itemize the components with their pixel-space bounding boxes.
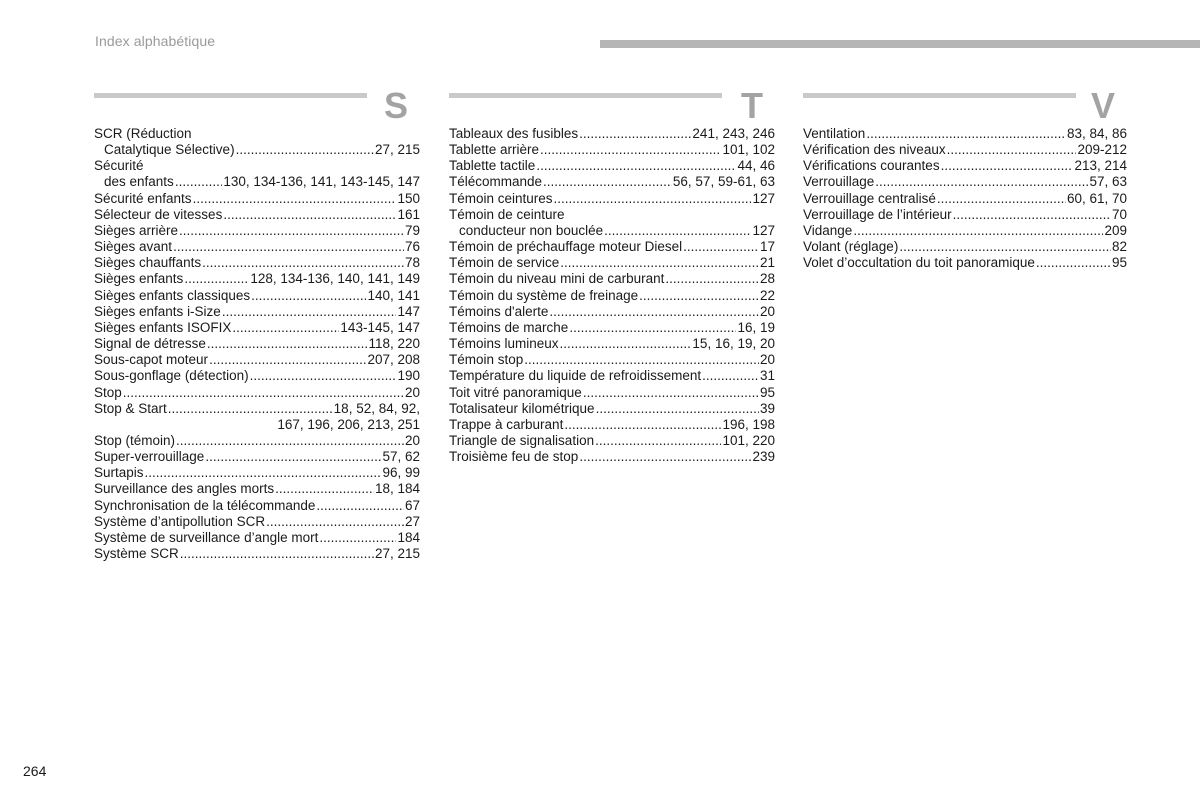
page-reference: 70	[1111, 206, 1127, 222]
index-term: Tableaux des fusibles	[449, 126, 579, 141]
page-reference: 209	[1104, 222, 1127, 238]
index-entry-line	[94, 271, 420, 287]
index-entry-line	[803, 207, 1127, 223]
page-reference: 196, 198	[722, 416, 775, 432]
index-entry-line	[449, 239, 775, 255]
dot-leader	[543, 174, 672, 190]
dot-leader	[123, 385, 404, 401]
index-entry	[803, 207, 1127, 223]
index-term: Ventilation	[803, 126, 866, 141]
index-entry-line	[449, 449, 775, 465]
index-entry	[94, 449, 420, 465]
index-entry	[94, 336, 420, 352]
page-reference: 18, 184	[374, 481, 420, 497]
dot-leader	[875, 174, 1088, 190]
index-entry	[94, 465, 420, 481]
page-reference: 27, 215	[374, 142, 420, 158]
dot-leader	[205, 449, 381, 465]
index-entry-line	[94, 336, 420, 352]
index-entry-line	[94, 546, 420, 562]
index-entry-line	[449, 255, 775, 271]
index-term: Témoin de préchauffage moteur Diesel	[449, 239, 683, 255]
index-entry	[94, 271, 420, 287]
index-entry	[449, 271, 775, 287]
index-entry	[94, 530, 420, 546]
index-entry	[94, 401, 420, 433]
index-term: Vérifications courantes	[803, 158, 940, 174]
page-reference: 28	[759, 271, 775, 287]
index-entry	[94, 385, 420, 401]
index-term: Témoins d'alerte	[449, 303, 549, 319]
index-term: Témoins de marche	[449, 319, 569, 335]
index-entry	[94, 498, 420, 514]
letter-heading-letter: V	[1090, 85, 1115, 126]
dot-leader	[176, 433, 404, 449]
dot-leader	[524, 352, 759, 368]
index-term: Sièges enfants	[94, 271, 184, 287]
index-entry-line	[449, 336, 775, 352]
index-term: Verrouillage	[803, 174, 875, 190]
index-term: Volant (réglage)	[803, 239, 899, 255]
dot-leader	[583, 385, 759, 401]
dot-leader	[223, 207, 396, 223]
page-reference: 140, 141	[367, 287, 420, 303]
index-term: Vidange	[803, 222, 853, 238]
page-reference: 56, 57, 59-61, 63	[672, 174, 775, 190]
page-reference: 207, 208	[367, 352, 420, 368]
index-term: Verrouillage centralisé	[803, 190, 936, 206]
index-entry	[449, 401, 775, 417]
dot-leader	[665, 271, 759, 287]
dot-leader	[222, 304, 397, 320]
dot-leader	[319, 530, 396, 546]
dot-leader	[683, 239, 759, 255]
page-reference: 190	[397, 368, 420, 384]
index-term: Système de surveillance d’angle mort	[94, 529, 319, 545]
index-entry	[94, 158, 420, 190]
index-entry-line	[449, 401, 775, 417]
page-reference: 16, 19	[737, 319, 775, 335]
page-reference: 101, 102	[722, 142, 775, 158]
page-reference: 20	[404, 432, 420, 448]
dot-leader	[209, 352, 366, 368]
page-reference: 83, 84, 86	[1066, 126, 1127, 141]
page-reference: 150	[397, 190, 420, 206]
index-entry	[94, 433, 420, 449]
letter-heading-s	[94, 85, 420, 126]
index-term: Stop (témoin)	[94, 432, 176, 448]
index-entry	[449, 352, 775, 368]
index-entry-line	[94, 239, 420, 255]
index-entry	[449, 336, 775, 352]
index-entry	[94, 255, 420, 271]
index-entry-line	[94, 530, 420, 546]
index-column-s	[94, 85, 420, 562]
dot-leader	[266, 514, 404, 530]
dot-leader	[536, 158, 736, 174]
dot-leader	[853, 223, 1103, 239]
letter-heading-bar	[449, 93, 722, 98]
index-entry-line	[803, 255, 1127, 271]
page-reference: 15, 16, 19, 20	[692, 336, 775, 352]
index-entry-line	[94, 207, 420, 223]
index-term: Témoin du niveau mini de carburant	[449, 271, 665, 287]
dot-leader	[560, 336, 692, 352]
index-entry-line	[449, 320, 775, 336]
index-entry-line	[94, 126, 420, 142]
index-entry	[803, 142, 1127, 158]
index-entry-line	[449, 385, 775, 401]
index-column-t	[449, 85, 775, 465]
index-entry	[94, 514, 420, 530]
index-entry	[94, 352, 420, 368]
index-entry	[94, 368, 420, 384]
page-reference: 20	[759, 303, 775, 319]
index-entry	[94, 304, 420, 320]
index-entry-line	[94, 352, 420, 368]
index-entry-line	[449, 433, 775, 449]
index-term: conducteur non bouclée	[459, 222, 604, 238]
index-term: Système d’antipollution SCR	[94, 513, 266, 529]
index-entry	[449, 433, 775, 449]
index-entry-line	[449, 207, 775, 223]
dot-leader	[899, 239, 1111, 255]
page-reference: 57, 62	[382, 449, 420, 465]
index-entry	[94, 288, 420, 304]
index-entry	[94, 481, 420, 497]
index-term: Surtapis	[94, 465, 144, 481]
page-reference: 21	[759, 255, 775, 271]
index-term: Sièges avant	[94, 239, 173, 255]
index-entry	[803, 255, 1127, 271]
index-entry-line	[449, 158, 775, 174]
index-entry	[803, 223, 1127, 239]
index-entry	[449, 174, 775, 190]
index-term: Synchronisation de la télécommande	[94, 497, 316, 513]
letter-heading-letter: S	[383, 85, 408, 126]
index-entry	[94, 207, 420, 223]
letter-heading-bar	[803, 93, 1076, 98]
index-term: Vérification des niveaux	[803, 142, 946, 158]
index-entry	[449, 239, 775, 255]
dot-leader	[275, 481, 374, 497]
dot-leader	[947, 142, 1077, 158]
page-reference: 57, 63	[1089, 174, 1127, 190]
page-reference: 118, 220	[368, 336, 420, 352]
index-entry-line	[449, 304, 775, 320]
page-reference: 128, 134-136, 140, 141, 149	[250, 271, 420, 287]
page-reference: 20	[404, 384, 420, 400]
index-entry-line	[449, 271, 775, 287]
index-entry	[449, 158, 775, 174]
page-reference: 18, 52, 84, 92,	[333, 400, 420, 416]
index-entry-line	[803, 158, 1127, 174]
page-reference: 44, 46	[737, 158, 775, 174]
page-reference: 60, 61, 70	[1066, 190, 1127, 206]
dot-leader	[595, 433, 721, 449]
index-entry	[449, 368, 775, 384]
index-term: Tablette arrière	[449, 142, 540, 158]
dot-leader	[579, 126, 691, 142]
index-entry	[803, 158, 1127, 174]
page-reference: 17	[759, 239, 775, 255]
index-entry-line	[449, 368, 775, 384]
index-term: Témoin de ceinture	[449, 206, 565, 222]
dot-leader	[250, 368, 397, 384]
dot-leader	[549, 304, 759, 320]
index-entry	[94, 546, 420, 562]
dot-leader	[554, 191, 752, 207]
index-entry	[94, 320, 420, 336]
index-term: Troisième feu de stop	[449, 449, 579, 465]
page-reference: 31	[759, 368, 775, 384]
index-entry-line	[94, 498, 420, 514]
index-term: Volet d’occultation du toit panoramique	[803, 255, 1035, 271]
index-entry	[449, 255, 775, 271]
index-term: Triangle de signalisation	[449, 432, 595, 448]
index-term: Stop	[94, 384, 122, 400]
page-reference: 130, 134-136, 141, 143-145, 147	[223, 174, 420, 190]
index-term: Température du liquide de refroidissement	[449, 368, 702, 384]
index-entry	[449, 304, 775, 320]
index-entry	[449, 142, 775, 158]
index-entry	[94, 223, 420, 239]
index-term: Surveillance des angles morts	[94, 481, 275, 497]
index-entry-line	[803, 239, 1127, 255]
dot-leader	[202, 255, 404, 271]
index-term: Témoin de service	[449, 255, 560, 271]
page-reference: 22	[759, 287, 775, 303]
index-entry	[449, 288, 775, 304]
page-reference: 241, 243, 246	[692, 126, 775, 141]
letter-heading-bar	[94, 93, 367, 98]
dot-leader	[168, 401, 333, 417]
index-term: Tablette tactile	[449, 158, 536, 174]
dot-leader	[569, 320, 736, 336]
index-entry-line	[449, 174, 775, 190]
index-entry-line	[94, 158, 420, 174]
page-reference: 27, 215	[374, 546, 420, 562]
index-entry	[449, 207, 775, 239]
index-term: Stop & Start	[94, 400, 167, 416]
index-term: Sièges enfants ISOFIX	[94, 319, 232, 335]
index-term: Témoin ceintures	[449, 190, 553, 206]
index-entry	[449, 385, 775, 401]
index-term: Verrouillage de l’intérieur	[803, 206, 952, 222]
dot-leader	[316, 498, 404, 514]
index-entry-line	[803, 126, 1127, 142]
index-entry	[449, 417, 775, 433]
dot-leader	[579, 449, 751, 465]
index-entry-line	[94, 433, 420, 449]
page-reference: 239	[752, 449, 775, 465]
dot-leader	[193, 191, 397, 207]
index-entry-line	[94, 514, 420, 530]
dot-leader	[941, 158, 1074, 174]
page-reference: 27	[404, 513, 420, 529]
index-entry-line	[94, 191, 420, 207]
index-entry-line	[94, 385, 420, 401]
page-reference: 95	[1111, 255, 1127, 271]
dot-leader	[540, 142, 721, 158]
dot-leader	[145, 465, 382, 481]
index-entry	[449, 320, 775, 336]
index-entry-list	[803, 126, 1127, 271]
index-entry	[449, 449, 775, 465]
dot-leader	[173, 239, 404, 255]
index-entry-line	[803, 174, 1127, 190]
index-term: Système SCR	[94, 546, 179, 562]
index-term: Sous-capot moteur	[94, 352, 209, 368]
index-entry-line	[94, 417, 420, 433]
index-entry-line	[94, 320, 420, 336]
page-reference: 209-212	[1077, 142, 1127, 158]
index-entry	[449, 126, 775, 142]
index-term: Sièges chauffants	[94, 255, 202, 271]
page-reference: 76	[404, 239, 420, 255]
dot-leader	[866, 126, 1066, 142]
index-entry-line	[803, 142, 1127, 158]
index-term: Sélecteur de vitesses	[94, 206, 223, 222]
page-reference: 161	[397, 206, 420, 222]
index-entry-line	[94, 288, 420, 304]
dot-leader	[702, 368, 759, 384]
page-reference: 147	[397, 303, 420, 319]
dot-leader	[596, 401, 759, 417]
index-term: SCR (Réduction	[94, 126, 192, 141]
dot-leader	[180, 546, 374, 562]
page-header-title: Index alphabétique	[95, 33, 216, 49]
index-term: Sécurité enfants	[94, 190, 192, 206]
page-reference: 82	[1111, 239, 1127, 255]
page-reference: 127	[752, 190, 775, 206]
index-entry-line	[449, 223, 775, 239]
index-term: Témoins lumineux	[449, 336, 559, 352]
dot-leader	[639, 288, 759, 304]
index-entry-line	[803, 191, 1127, 207]
dot-leader	[175, 174, 223, 190]
index-entry	[94, 191, 420, 207]
index-entry-line	[94, 223, 420, 239]
index-term: Trappe à carburant	[449, 416, 564, 432]
index-entry-line	[94, 449, 420, 465]
index-entry	[94, 239, 420, 255]
page-reference: 127	[752, 222, 775, 238]
dot-leader	[604, 223, 751, 239]
index-entry-list	[449, 126, 775, 465]
index-entry-line	[449, 417, 775, 433]
dot-leader	[184, 271, 249, 287]
index-term: Catalytique Sélective)	[104, 142, 235, 158]
page-reference: 101, 220	[722, 432, 775, 448]
index-entry-line	[94, 304, 420, 320]
index-entry-line	[94, 401, 420, 417]
index-term: Sièges enfants i-Size	[94, 303, 221, 319]
index-term: Témoin du système de freinage	[449, 287, 639, 303]
index-entry-line	[94, 255, 420, 271]
page-reference: 39	[759, 400, 775, 416]
header-decorative-bar	[600, 40, 1200, 48]
page-reference: 167, 196, 206, 213, 251	[277, 416, 420, 432]
letter-heading-v	[803, 85, 1127, 126]
index-entry-line	[803, 223, 1127, 239]
index-entry-line	[94, 142, 420, 158]
index-term: Sièges arrière	[94, 222, 179, 238]
dot-leader	[236, 142, 374, 158]
dot-leader	[1036, 255, 1111, 271]
dot-leader	[937, 191, 1066, 207]
letter-heading-t	[449, 85, 775, 126]
index-entry-line	[449, 142, 775, 158]
page-reference: 213, 214	[1074, 158, 1127, 174]
index-entry-line	[94, 481, 420, 497]
page-reference: 143-145, 147	[340, 319, 420, 335]
index-entry-line	[94, 465, 420, 481]
index-term: Sécurité	[94, 158, 144, 174]
page-reference: 20	[759, 352, 775, 368]
dot-leader	[207, 336, 368, 352]
index-entry	[803, 174, 1127, 190]
index-column-v	[803, 85, 1127, 271]
index-term: des enfants	[104, 174, 174, 190]
page-reference: 96, 99	[382, 465, 420, 481]
index-entry	[803, 191, 1127, 207]
dot-leader	[953, 207, 1111, 223]
page-reference: 78	[404, 255, 420, 271]
index-entry	[803, 126, 1127, 142]
index-entry-line	[94, 174, 420, 190]
index-term: Sièges enfants classiques	[94, 287, 251, 303]
dot-leader	[251, 288, 366, 304]
index-term: Signal de détresse	[94, 336, 206, 352]
page-reference: 184	[397, 529, 420, 545]
index-term: Télécommande	[449, 174, 543, 190]
index-term: Témoin stop	[449, 352, 524, 368]
index-term: Super-verrouillage	[94, 449, 205, 465]
index-entry	[94, 126, 420, 158]
index-term: Sous-gonflage (détection)	[94, 368, 249, 384]
page-reference: 67	[404, 497, 420, 513]
page-reference: 79	[404, 222, 420, 238]
index-entry-list	[94, 126, 420, 562]
index-entry	[449, 191, 775, 207]
dot-leader	[179, 223, 404, 239]
dot-leader	[564, 417, 721, 433]
index-entry-line	[449, 352, 775, 368]
index-entry-line	[94, 368, 420, 384]
index-entry-line	[449, 191, 775, 207]
index-entry-line	[449, 288, 775, 304]
dot-leader	[560, 255, 759, 271]
letter-heading-letter: T	[741, 85, 763, 126]
dot-leader	[232, 320, 339, 336]
index-entry-line	[449, 126, 775, 142]
index-term: Toit vitré panoramique	[449, 384, 582, 400]
index-term: Totalisateur kilométrique	[449, 400, 595, 416]
page-number: 264	[23, 763, 47, 779]
index-entry	[803, 239, 1127, 255]
page-reference: 95	[759, 384, 775, 400]
